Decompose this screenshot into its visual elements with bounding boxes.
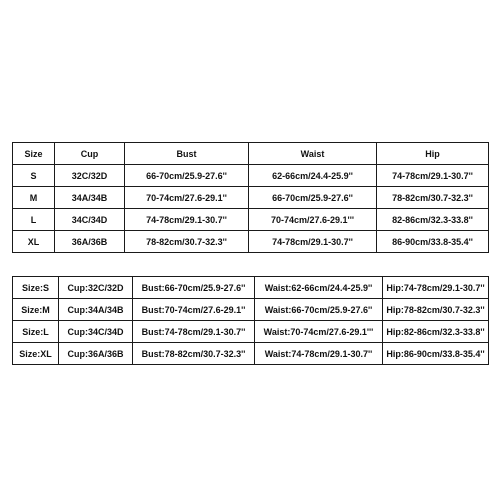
cell-waist: 74-78cm/29.1-30.7'': [249, 231, 377, 253]
cell-size: XL: [13, 231, 55, 253]
size-chart-table: [12, 142, 489, 253]
cell-bust: 66-70cm/25.9-27.6'': [125, 165, 249, 187]
table-row: [13, 343, 489, 365]
table-row: [13, 209, 489, 231]
cell-bust: Bust:74-78cm/29.1-30.7'': [133, 321, 255, 343]
cell-cup: 32C/32D: [55, 165, 125, 187]
cell-bust: 74-78cm/29.1-30.7'': [125, 209, 249, 231]
table-row: [13, 187, 489, 209]
cell-bust: 78-82cm/30.7-32.3'': [125, 231, 249, 253]
table-row: [13, 231, 489, 253]
cell-waist: Waist:74-78cm/29.1-30.7'': [255, 343, 383, 365]
cell-bust: Bust:66-70cm/25.9-27.6'': [133, 277, 255, 299]
cell-size: Size:XL: [13, 343, 59, 365]
cell-bust: Bust:70-74cm/27.6-29.1'': [133, 299, 255, 321]
header-bust: Bust: [125, 143, 249, 165]
cell-bust: Bust:78-82cm/30.7-32.3'': [133, 343, 255, 365]
cell-cup: Cup:34C/34D: [59, 321, 133, 343]
cell-hip: 82-86cm/32.3-33.8'': [377, 209, 489, 231]
table-row: [13, 277, 489, 299]
header-size: Size: [13, 143, 55, 165]
cell-cup: Cup:34A/34B: [59, 299, 133, 321]
header-cup: Cup: [55, 143, 125, 165]
cell-size: S: [13, 165, 55, 187]
cell-size: M: [13, 187, 55, 209]
cell-size: Size:M: [13, 299, 59, 321]
size-chart-labeled-table: [12, 276, 489, 365]
cell-waist: Waist:70-74cm/27.6-29.1''': [255, 321, 383, 343]
cell-size: Size:S: [13, 277, 59, 299]
header-waist: Waist: [249, 143, 377, 165]
cell-hip: 86-90cm/33.8-35.4'': [377, 231, 489, 253]
cell-waist: 62-66cm/24.4-25.9'': [249, 165, 377, 187]
cell-hip: Hip:82-86cm/32.3-33.8'': [383, 321, 489, 343]
table-header-row: [13, 143, 489, 165]
table-row: [13, 321, 489, 343]
cell-waist: 70-74cm/27.6-29.1''': [249, 209, 377, 231]
cell-cup: Cup:32C/32D: [59, 277, 133, 299]
cell-cup: 34A/34B: [55, 187, 125, 209]
cell-hip: 74-78cm/29.1-30.7'': [377, 165, 489, 187]
cell-waist: 66-70cm/25.9-27.6'': [249, 187, 377, 209]
cell-cup: 34C/34D: [55, 209, 125, 231]
cell-bust: 70-74cm/27.6-29.1'': [125, 187, 249, 209]
cell-cup: Cup:36A/36B: [59, 343, 133, 365]
header-hip: Hip: [377, 143, 489, 165]
cell-hip: Hip:86-90cm/33.8-35.4'': [383, 343, 489, 365]
table-row: [13, 299, 489, 321]
cell-hip: 78-82cm/30.7-32.3'': [377, 187, 489, 209]
cell-size: L: [13, 209, 55, 231]
cell-cup: 36A/36B: [55, 231, 125, 253]
cell-size: Size:L: [13, 321, 59, 343]
cell-waist: Waist:66-70cm/25.9-27.6'': [255, 299, 383, 321]
table-row: [13, 165, 489, 187]
cell-hip: Hip:74-78cm/29.1-30.7'': [383, 277, 489, 299]
cell-hip: Hip:78-82cm/30.7-32.3'': [383, 299, 489, 321]
cell-waist: Waist:62-66cm/24.4-25.9'': [255, 277, 383, 299]
